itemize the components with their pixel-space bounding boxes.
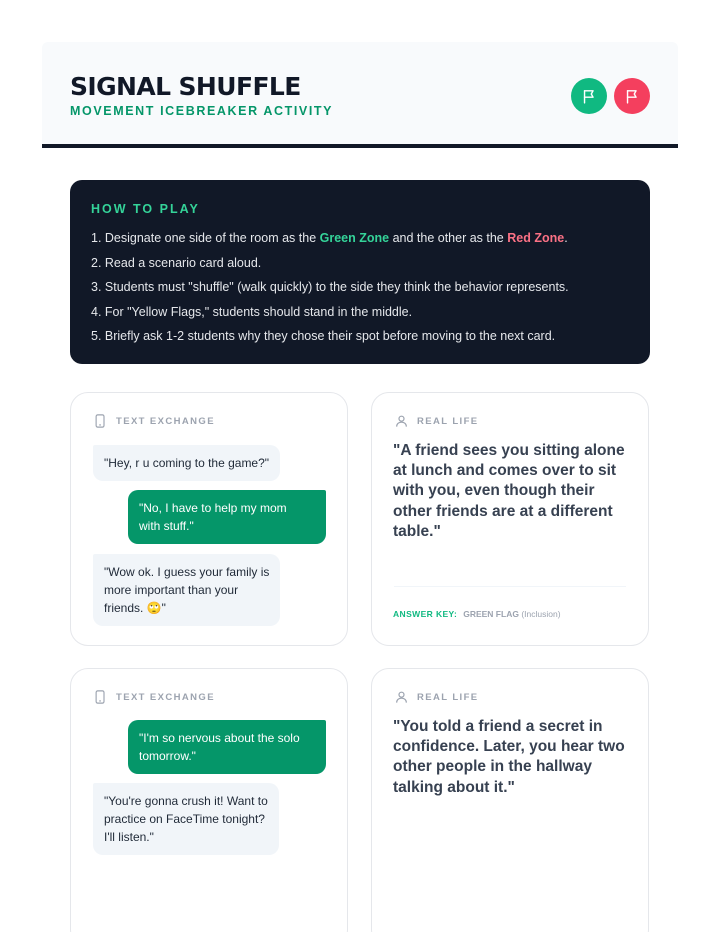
red-zone-label: Red Zone — [507, 231, 565, 245]
card-type-label: TEXT EXCHANGE — [94, 690, 215, 704]
divider — [394, 586, 626, 587]
scenario-text: "You told a friend a secret in confidence. Later, you hear two other people in the hallway talking about it." — [393, 718, 625, 796]
message-bubble-incoming: "You're gonna crush it! Want to practice on FaceTime tonight? I'll listen." — [93, 783, 279, 855]
answer-key — [393, 609, 561, 619]
scenario-card-real-life — [371, 668, 649, 932]
how-to-play-step: 3. Students must "shuffle" (walk quickly) to the side they think the behavior represents. — [91, 280, 569, 295]
scenario-card-real-life — [371, 392, 649, 646]
scenario-card-text-exchange — [70, 392, 348, 646]
card-type-label: TEXT EXCHANGE — [94, 414, 215, 428]
message-bubble-incoming: "Wow ok. I guess your family is more important than your friends. 🙄" — [93, 554, 280, 626]
card-type-label: REAL LIFE — [395, 690, 479, 704]
green-zone-label: Green Zone — [319, 231, 390, 245]
step-text: . — [564, 231, 568, 245]
message-bubble-outgoing: "I'm so nervous about the solo tomorrow." — [128, 720, 326, 774]
how-to-play-panel — [70, 180, 650, 364]
how-to-play-step: 4. For "Yellow Flags," students should stand in the middle. — [91, 304, 413, 319]
how-to-play-step — [91, 226, 629, 251]
page-subtitle: MOVEMENT ICEBREAKER ACTIVITY — [70, 104, 334, 118]
phone-icon — [94, 414, 107, 428]
scenario-text: "A friend sees you sitting alone at lunch and comes over to sit with you, even though their other friends are at a different table." — [393, 442, 625, 540]
step-text: and the other as the — [389, 231, 508, 245]
card-type-label: REAL LIFE — [395, 414, 479, 428]
flag-icon — [624, 88, 641, 105]
page-header — [42, 42, 678, 148]
how-to-play-step: 5. Briefly ask 1-2 students why they chose their spot before moving to the next card. — [91, 329, 556, 344]
how-to-play-step: 2. Read a scenario card aloud. — [91, 255, 262, 270]
answer-key-label: ANSWER KEY: — [393, 609, 458, 619]
green-flag-badge — [571, 78, 607, 114]
phone-icon — [94, 690, 107, 704]
red-flag-badge — [614, 78, 650, 114]
answer-value: GREEN FLAG — [463, 609, 519, 619]
page-title: SIGNAL SHUFFLE — [70, 72, 301, 101]
how-to-play-title: HOW TO PLAY — [91, 202, 200, 216]
message-bubble-outgoing: "No, I have to help my mom with stuff." — [128, 490, 326, 544]
step-text: 1. Designate one side of the room as the — [91, 231, 320, 245]
message-bubble-incoming: "Hey, r u coming to the game?" — [93, 445, 280, 481]
person-icon — [395, 414, 408, 428]
flag-icon — [581, 88, 598, 105]
answer-note: (Inclusion) — [521, 609, 561, 619]
scenario-card-text-exchange — [70, 668, 348, 932]
person-icon — [395, 690, 408, 704]
